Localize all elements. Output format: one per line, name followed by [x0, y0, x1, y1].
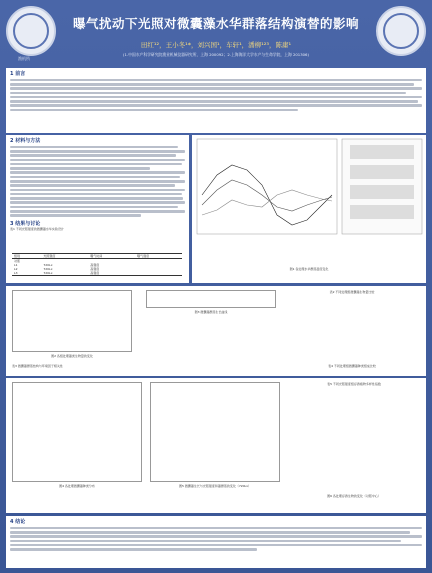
th-light: 光照强度: [43, 254, 56, 258]
table-cell: [135, 271, 182, 276]
poster-title: 曝气扰动下光照对微囊藻水华群落结构演替的影响: [72, 16, 359, 31]
table1-caption: 表1 不同光照强度的微囊藻水华实验设计: [10, 226, 64, 231]
table-cell: L2: [14, 267, 18, 271]
fig6-caption: 图6 各处理浮游生物的变化（对照中心）: [327, 494, 381, 498]
intro-heading: 1 前言: [10, 71, 26, 77]
fig2-box: [12, 290, 132, 352]
logo-caption: 渔机所: [18, 56, 30, 61]
intro-panel: [6, 68, 426, 133]
fig4-caption: 图4 各处理微囊藻种类分布: [59, 484, 95, 488]
table-cell: 720Lx: [43, 263, 53, 267]
results-heading: 3 结果与讨论: [10, 220, 41, 227]
fig5-box: [150, 382, 280, 482]
figure-panel-top: [192, 135, 426, 283]
fig1-chart: [192, 135, 426, 270]
table2-caption: 表2 不同处理组微囊藻生物量比较: [329, 290, 375, 294]
fig5-caption: 图5 微囊藻生长与光照强度和藻群落的变化（720Lx）: [178, 484, 252, 488]
conclusion-panel: [6, 516, 426, 568]
fig3-caption: 图3 微囊藻群落生长曲线: [194, 310, 228, 314]
header: [0, 0, 432, 70]
table-cell: 720Lx: [43, 271, 53, 275]
fig3-box: [146, 290, 276, 308]
table-cell: 高强度: [90, 271, 100, 275]
fig4-box: [12, 382, 142, 482]
methods-heading: 2 材料与方法: [10, 138, 41, 144]
affiliation: (1.中国水产科学研究院渔业机械仪器研究所，上海 200092；2.上海海洋大学水产与生命学院，上海 201306): [123, 52, 309, 57]
th-strength: 曝气强度: [137, 254, 150, 258]
th-time: 曝气时间: [90, 254, 103, 258]
table5-caption: 表5 不同光照强度组浮游植物多样性指数: [327, 382, 381, 386]
table-cell: L1: [14, 263, 18, 267]
lower-panel: [6, 378, 426, 513]
table4-caption: 表4 不同处理组微囊藻种类组成比较: [328, 364, 376, 368]
table-cell: 高强度: [90, 267, 100, 271]
table3-caption: 表3 微囊藻群落结构与环境因子相关性: [12, 364, 63, 368]
fig1-caption: 图1 各处理水华群落温度变化: [289, 267, 329, 271]
th-group: 组别: [14, 254, 21, 258]
table1: [12, 253, 182, 276]
table-cell: 720Lx: [43, 267, 53, 271]
conclusion-heading: 4 结论: [10, 519, 26, 525]
fig2-caption: 图2 各组处理藻类生物量的变化: [51, 354, 93, 358]
table-cell: 对照: [14, 259, 21, 263]
authors: 田红¹²，王小冬¹*，刘兴国¹，车轩¹，潘柳¹²³，陈庸¹: [140, 41, 292, 49]
institute-logo-icon: [6, 6, 56, 56]
middle-panel: [6, 286, 426, 376]
methods-panel: [6, 135, 189, 283]
table-cell: 高强度: [90, 263, 100, 267]
university-logo-icon: [376, 6, 426, 56]
table-cell: L3: [14, 271, 18, 275]
